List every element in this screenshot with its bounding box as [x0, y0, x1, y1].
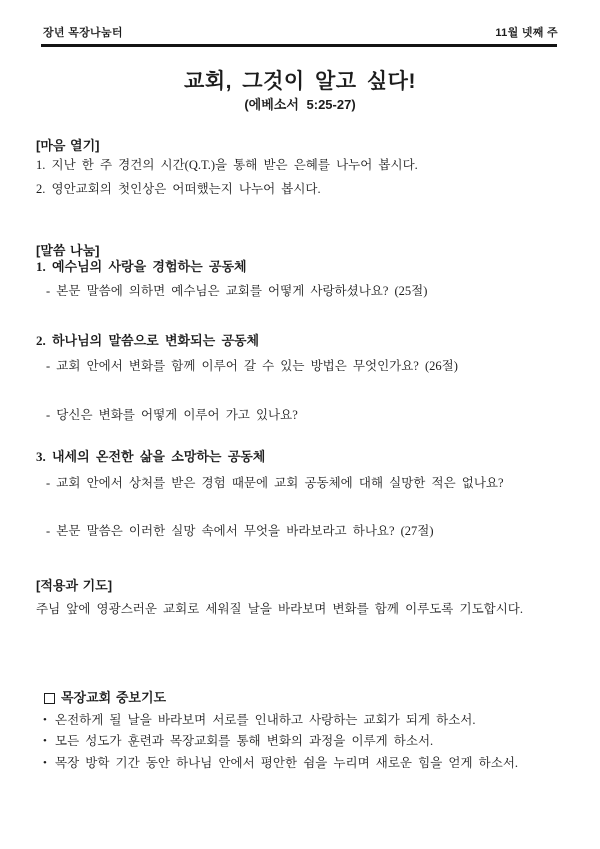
section-heading-sharing: [말씀 나눔] [36, 243, 100, 258]
sharing-point-1-question-1: - 본문 말씀에 의하면 예수님은 교회를 어떻게 사랑하셨나요? (25절) [46, 284, 428, 298]
prayer-item-text: 목장 방학 기간 동안 하나님 안에서 평안한 쉼을 누리며 새로운 힘을 얻게 하소서. [55, 756, 519, 770]
scripture-reference: (에베소서 5:25-27) [244, 97, 356, 112]
prayer-item [43, 712, 562, 728]
sharing-point-2-question-2: - 당신은 변화를 어떻게 이루어 가고 있나요? [46, 408, 298, 422]
application-text: 주님 앞에 영광스러운 교회로 세워질 날을 바라보며 변화를 함께 이루도록 기도합시다. [36, 602, 524, 616]
prayer-item-text: 모든 성도가 훈련과 목장교회를 통해 변화의 과정을 이루게 하소서. [55, 734, 434, 748]
bullet-icon: • [43, 714, 47, 726]
bullet-icon: • [43, 735, 47, 747]
sharing-point-2-title: 2. 하나님의 말씀으로 변화되는 공동체 [36, 333, 260, 348]
intercession-heading: 목장교회 중보기도 [61, 690, 167, 705]
page-title: 교회, 그것이 알고 싶다! [184, 70, 416, 93]
section-heading-application: [적용과 기도] [36, 578, 113, 593]
sharing-point-3-question-2: - 본문 말씀은 이러한 실망 속에서 무엇을 바라보라고 하나요? (27절) [46, 524, 434, 538]
worksheet-body [0, 138, 600, 617]
sharing-point-3-title: 3. 내세의 온전한 삶을 소망하는 공동체 [36, 449, 266, 464]
page-header [0, 0, 600, 40]
prayer-item [43, 733, 562, 749]
intercession-section [0, 690, 600, 771]
intercession-heading-row [43, 690, 562, 706]
checkbox-icon [44, 693, 55, 704]
prayer-item [43, 755, 562, 771]
section-heading-opening: [마음 열기] [36, 138, 100, 153]
sharing-point-1-title: 1. 예수님의 사랑을 경험하는 공동체 [36, 259, 247, 274]
sharing-point-2-question-1: - 교회 안에서 변화를 함께 이루어 갈 수 있는 방법은 무엇인가요? (26절) [46, 359, 458, 373]
header-left-label: 장년 목장나눔터 [43, 27, 123, 39]
header-rule [41, 44, 557, 47]
prayer-item-text: 온전하게 될 날을 바라보며 서로를 인내하고 사랑하는 교회가 되게 하소서. [55, 713, 476, 727]
opening-item-1: 1. 지난 한 주 경건의 시간(Q.T.)을 통해 받은 은혜를 나누어 봅시다. [36, 158, 418, 172]
opening-item-2: 2. 영안교회의 첫인상은 어떠했는지 나누어 봅시다. [36, 182, 321, 196]
bullet-icon: • [43, 757, 47, 769]
sharing-point-3-question-1: - 교회 안에서 상처를 받은 경험 때문에 교회 공동체에 대해 실망한 적은 없나요? [46, 476, 504, 490]
header-right-label: 11월 넷째 주 [495, 27, 558, 39]
